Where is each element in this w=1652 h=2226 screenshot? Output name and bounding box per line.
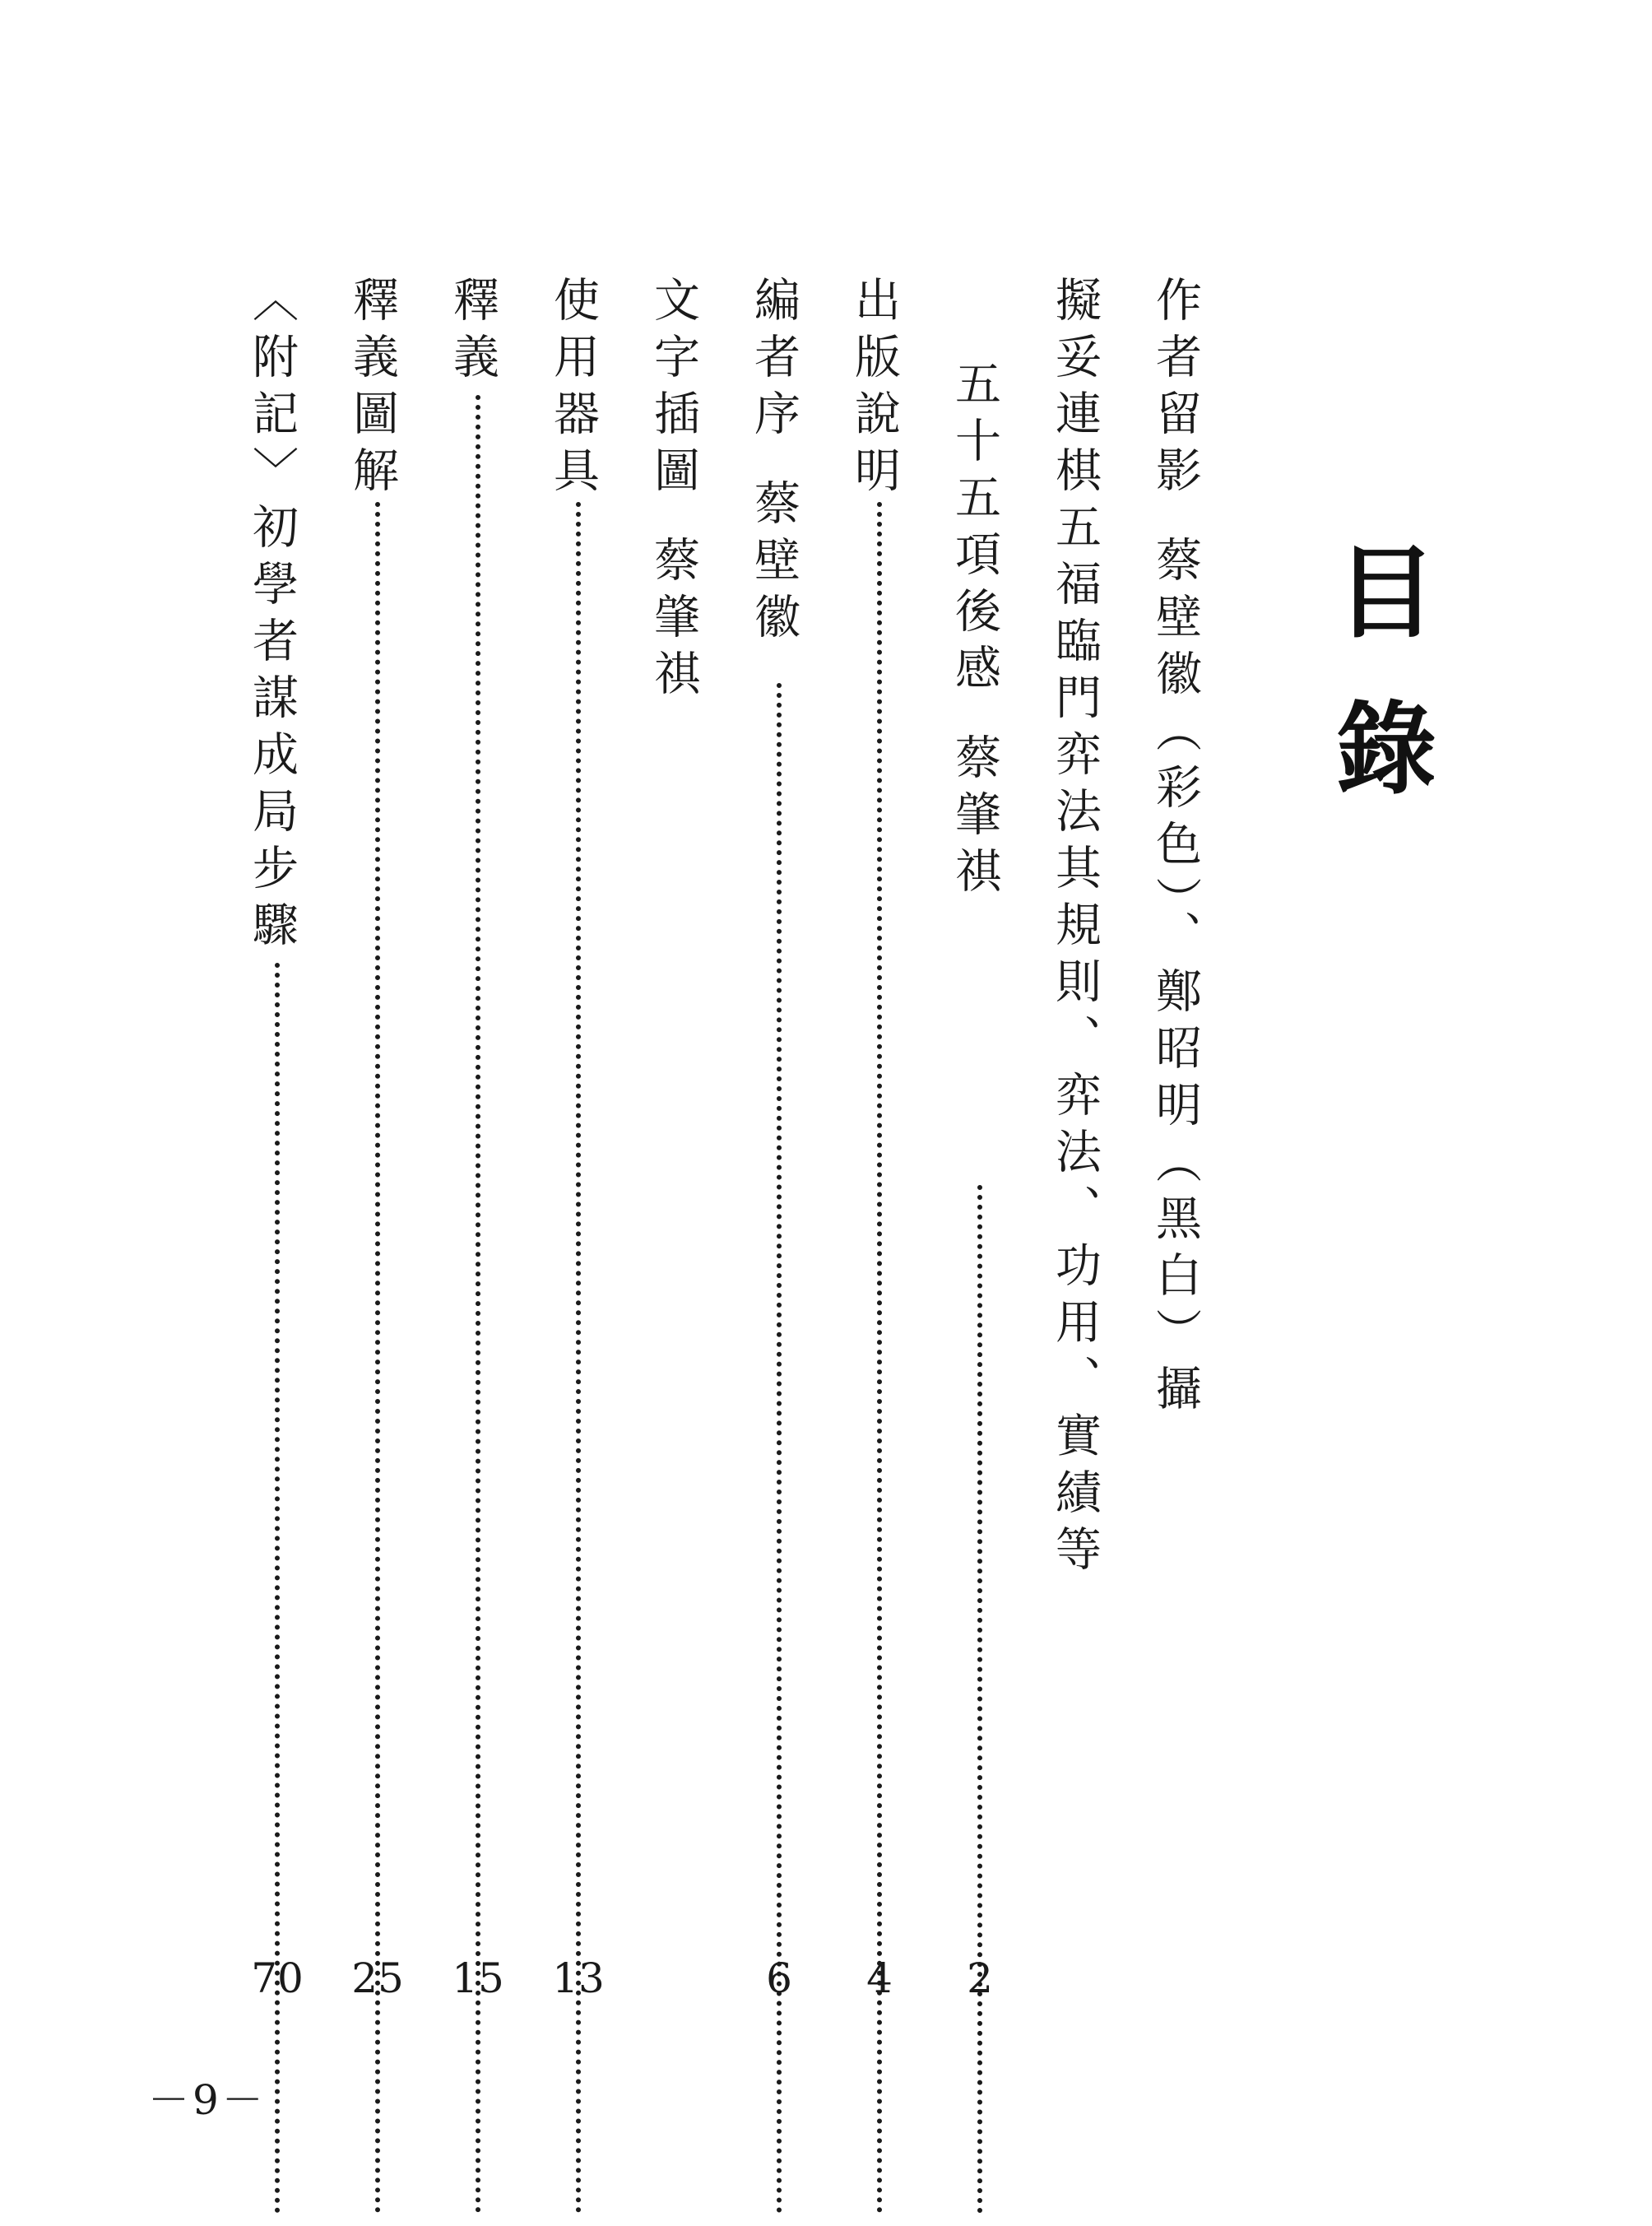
page-number: 70 [251, 1954, 304, 2002]
folio: －9－ [148, 2076, 267, 2124]
toc-entry-editor-preface [747, 276, 808, 649]
page-number: 6 [766, 1954, 792, 2002]
toc-entry-illustrations [647, 276, 708, 706]
page-number: 25 [351, 1954, 404, 2002]
toc-entry-illustrated-explanation [346, 276, 406, 503]
entry-text: 釋義 [446, 276, 499, 389]
entry-author: 蔡肇祺 [948, 733, 1001, 904]
entry-text: 釋義圖解 [346, 276, 399, 503]
page-number: 15 [452, 1954, 504, 2002]
entry-author: 蔡肇祺 [647, 536, 700, 706]
dot-leader [275, 963, 280, 2214]
entry-text: 使用器具 [546, 276, 600, 503]
entry-text: 文字插圖 [647, 276, 700, 503]
entry-text: 五十五項後感 [948, 360, 1001, 700]
toc-entry-publication-notes [847, 276, 908, 503]
page-number: 13 [552, 1954, 605, 2002]
entry-text: 編者序 [747, 276, 800, 446]
toc-entry-equipment [546, 276, 607, 503]
dot-leader [476, 395, 480, 2214]
dot-leader [977, 1185, 982, 2214]
entry-text: 〈附記〉初學者謀成局步驟 [245, 276, 299, 957]
entry-author: 蔡壁徽 [747, 479, 800, 649]
entry-text: 出版說明 [847, 276, 901, 503]
toc-entry-rules [1048, 276, 1109, 1582]
toc-entry-photos [1149, 276, 1209, 1421]
toc-entry-afterthoughts [948, 276, 1009, 904]
title-char-2: 錄 [1336, 691, 1436, 808]
page-number: 4 [866, 1954, 893, 2002]
entry-author: 蔡壁徽（彩色）、鄭昭明（黑白）攝 [1149, 536, 1202, 1421]
title-char-1: 目 [1336, 535, 1436, 652]
toc-entry-explanation [446, 276, 507, 389]
toc-entry-appendix [245, 276, 306, 957]
toc-title [1329, 535, 1444, 856]
entry-text: 作者留影 [1149, 276, 1202, 503]
page-number: 2 [967, 1954, 993, 2002]
entry-text: 擬妥連棋五福臨門弈法其規則、弈法、功用、實績等 [1048, 276, 1102, 1582]
